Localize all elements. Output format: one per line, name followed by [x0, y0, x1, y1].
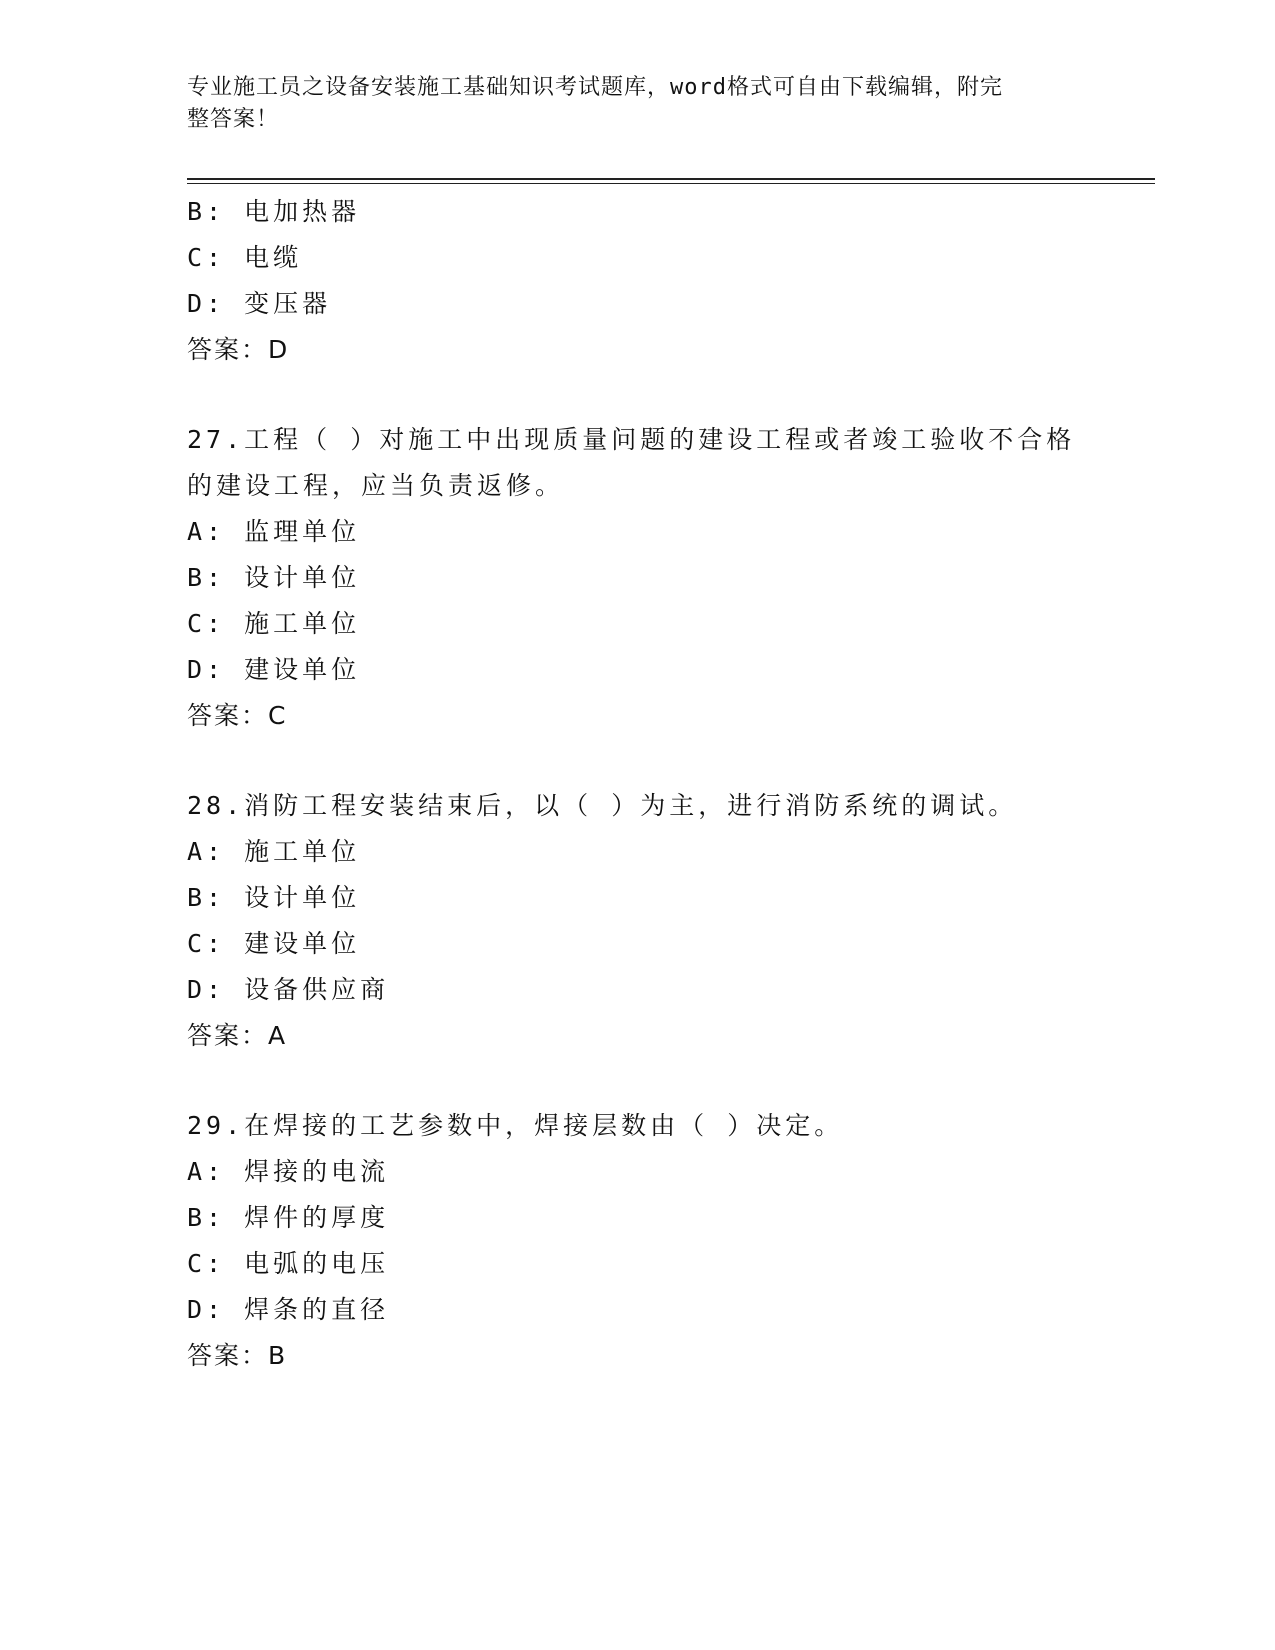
answer: 答案：B — [187, 1341, 288, 1370]
answer: 答案：D — [187, 335, 290, 364]
option-c: C: 施工单位 — [187, 609, 361, 638]
answer: 答案：C — [187, 701, 288, 730]
question-26-continuation — [187, 189, 1087, 373]
header-divider-thin — [187, 183, 1155, 184]
question-stem: 27.工程（ ）对施工中出现质量问题的建设工程或者竣工验收不合格 — [187, 425, 1076, 454]
option-b: B: 焊件的厚度 — [187, 1203, 390, 1232]
document-header — [187, 72, 1067, 136]
option-d: D: 焊条的直径 — [187, 1295, 390, 1324]
question-stem: 28.消防工程安装结束后，以（ ）为主，进行消防系统的调试。 — [187, 791, 1018, 820]
question-stem-continued: 的建设工程，应当负责返修。 — [187, 471, 565, 500]
header-divider-thick — [187, 178, 1155, 180]
question-29 — [187, 1103, 1087, 1379]
option-c: C: 建设单位 — [187, 929, 361, 958]
option-a: A: 焊接的电流 — [187, 1157, 390, 1186]
option-a: A: 监理单位 — [187, 517, 361, 546]
header-title-line-1: 专业施工员之设备安装施工基础知识考试题库，word格式可自由下载编辑，附完 — [187, 75, 1003, 100]
question-stem: 29.在焊接的工艺参数中，焊接层数由（ ）决定。 — [187, 1111, 844, 1140]
spacer — [187, 1059, 1087, 1103]
spacer — [187, 739, 1087, 783]
option-b: B: 设计单位 — [187, 883, 361, 912]
question-27 — [187, 417, 1087, 739]
option-c: C: 电弧的电压 — [187, 1249, 390, 1278]
answer: 答案：A — [187, 1021, 288, 1050]
option-b: B: 设计单位 — [187, 563, 361, 592]
spacer — [187, 373, 1087, 417]
question-28 — [187, 783, 1087, 1059]
header-title-line-2: 整答案！ — [187, 107, 280, 132]
option-d: D: 变压器 — [187, 289, 332, 318]
option-b: B: 电加热器 — [187, 197, 361, 226]
question-list — [187, 189, 1087, 1379]
option-c: C: 电缆 — [187, 243, 303, 272]
option-a: A: 施工单位 — [187, 837, 361, 866]
option-d: D: 设备供应商 — [187, 975, 390, 1004]
option-d: D: 建设单位 — [187, 655, 361, 684]
